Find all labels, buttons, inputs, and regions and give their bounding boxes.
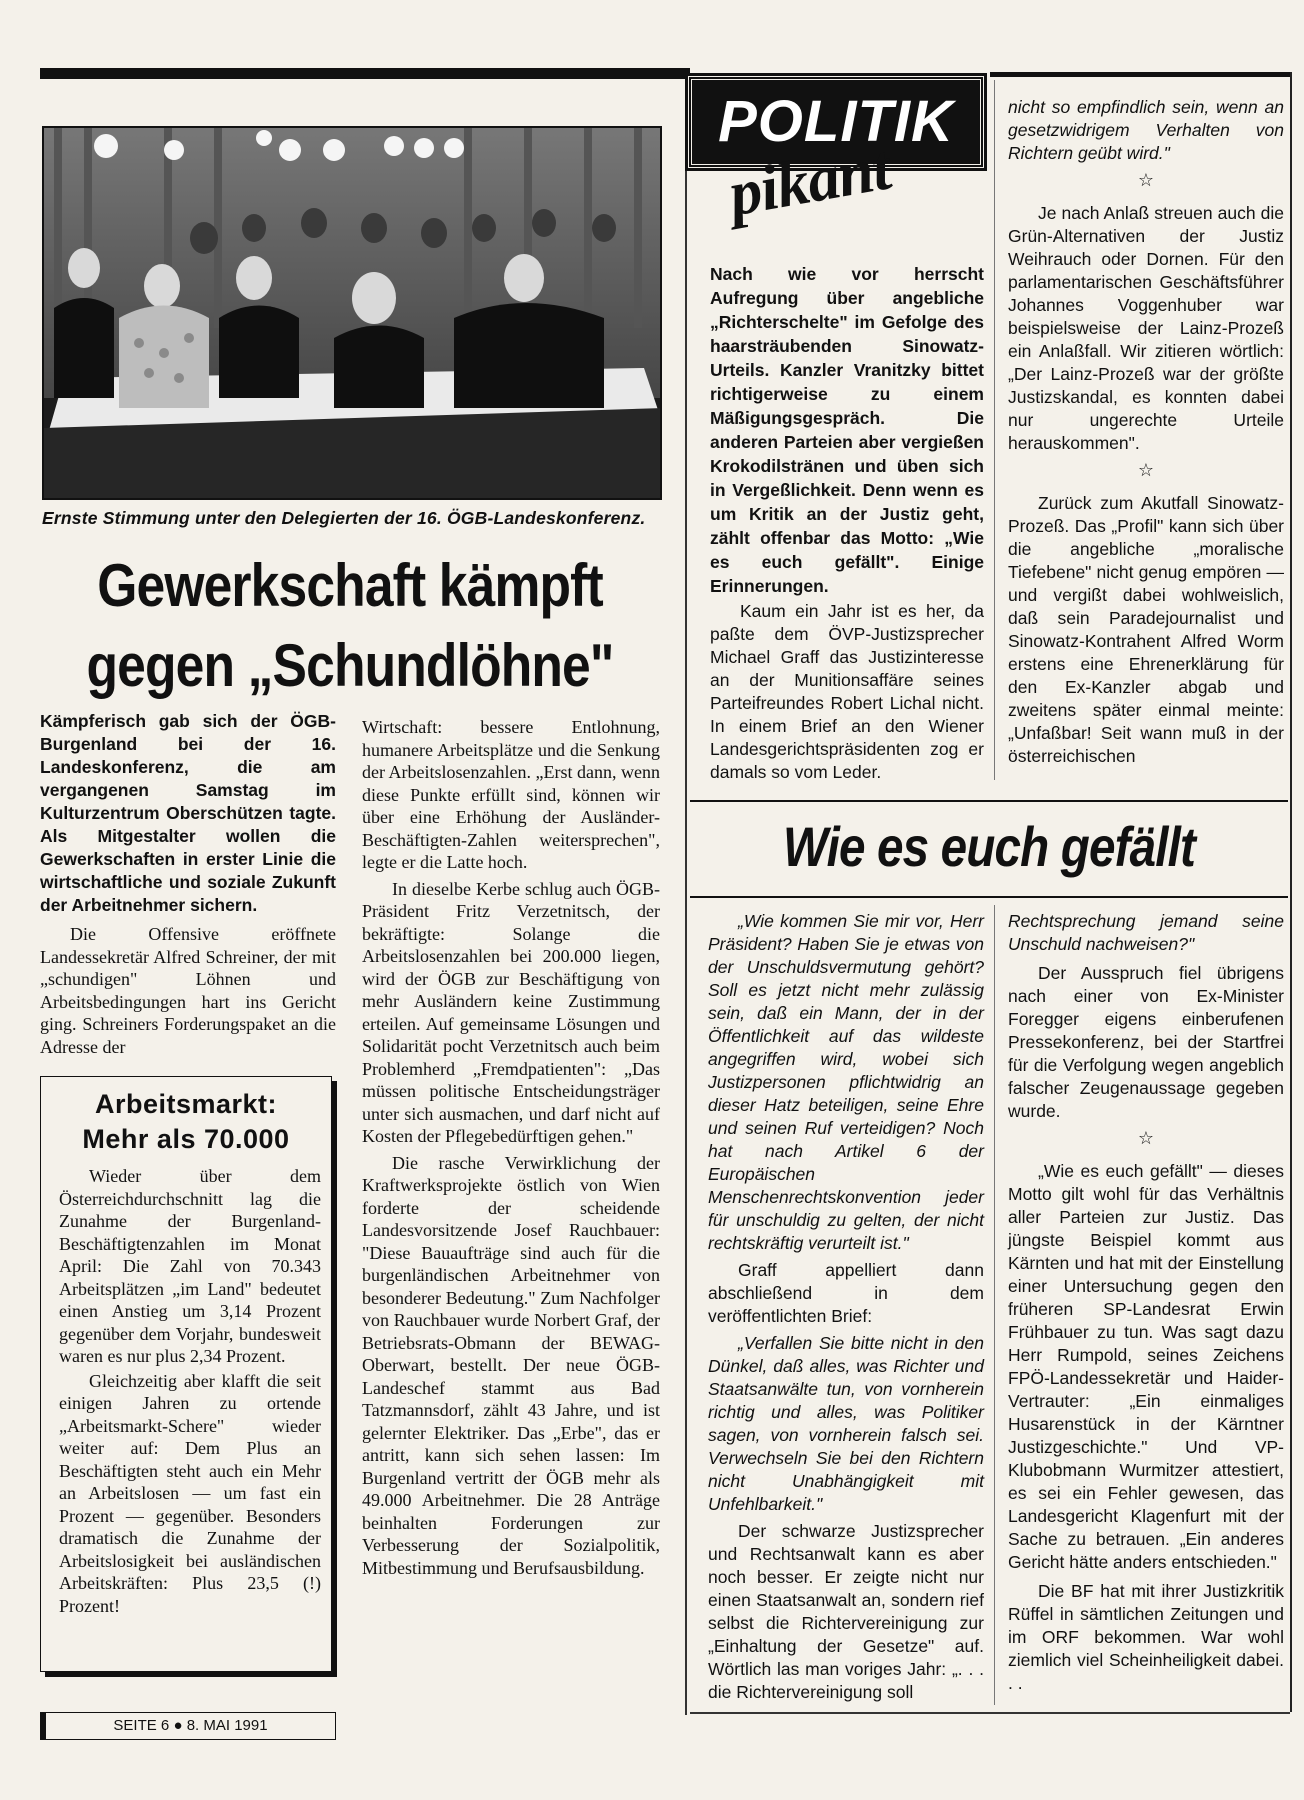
column-right-top [1008, 96, 1284, 768]
headline-line1: Gewerkschaft kämpft [97, 552, 603, 619]
column-text: Graff appelliert dann abschließend in dem veröffentlichten Brief: [708, 1260, 984, 1326]
column-text: „Wie es euch gefällt" — dieses Motto gilt wohl für das Verhältnis aller Parteien zur Justiz. Das jüngste Beispiel kommt aus Kärnten und hat mit der Einstellung einer Untersuchung gegen den früheren SP-Landesrat Erwin Frühbauer zu tun. Was sagt dazu Herr Rumpold, seines Zeichens FPÖ-Landessekretär und Haider-Vertrauter: „Ein einmaliges Husarenstück in der Kärntner Justizgeschichte." Und VP-Klubobmann Wurmitzer attestiert, es sei ein Fehler gewesen, das Landesgericht Klagenfurt mit der Sache zu betrauen. „Ein anderes Gericht hätte anders entschieden." [1008, 1161, 1284, 1572]
conference-photo-image [44, 128, 662, 500]
pikant-logo: pikant [723, 131, 895, 230]
conference-photo [42, 126, 662, 500]
column-quote: „Wie kommen Sie mir vor, Herr Präsident? Haben Sie je etwas von der Unschuldsvermutung gehört? Soll es jetzt nicht mehr zulässig sein, daß ein Mann, der in der Öffentlichkeit auf das wildeste angegriffen wird, wobei sich Justizpersonen pflichtwidrig an dieser Hatz beteiligen, seine Ehre und seinen Ruf verteidigen? Noch hat nach Artikel 6 der Europäischen Menschenrechtskonvention jeder für unschuldig zu gelten, der nicht rechtskräftig verurteilt ist." [708, 911, 984, 1253]
box-body [41, 1165, 331, 1617]
headline-rule [690, 800, 1288, 802]
box-title-line1: Arbeitsmarkt: [94, 1089, 278, 1119]
column-divider [994, 80, 995, 780]
article-lead: Kämpferisch gab sich der ÖGB-Burgenland bei der 16. Landeskonferenz, die am vergangenen Samstag im Kulturzentrum Oberschützen tagte. Als Mitgestalter wollen die Gewerkschaften in erster Linie die wirtschaftliche und soziale Zukunft der Arbeitnehmer sichern. [40, 711, 336, 915]
column-text: Der schwarze Justizsprecher und Rechtsanwalt kann es aber noch besser. Er zeigte nicht nur einen Staatsanwalt an, sondern rief selbst die Richtervereinigung zur „Einhaltung der Gesetze" auf. Wörtlich las man voriges Jahr: „. . . die Richtervereinigung soll [708, 1521, 984, 1702]
column-text: Die BF hat mit ihrer Justizkritik Rüffel in sämtlichen Zeitungen und im ORF bekommen. War wohl ziemlich viel Scheinheiligkeit dabei. . . [1008, 1581, 1284, 1693]
box-text: Gleichzeitig aber klafft die seit einigen Jahren zu ortende „Arbeitsmarkt-Schere" wieder weiter auf: Dem Plus an Beschäftigten steht auch ein Mehr an Arbeitslosen — um fast ein Prozent — gegenüber. Besonders dramatisch die Zunahme der Arbeitslosigkeit bei ausländischen Arbeitskräften: Plus 23,5 (!) Prozent! [59, 1370, 321, 1616]
headline-rule [690, 896, 1288, 898]
article-text: Wirtschaft: bessere Entlohnung, humanere Arbeitsplätze und die Senkung der Arbeitslosenzahlen. „Erst dann, wenn diese Punkte erfüllt sind, können wir über eine Erhöhung der Ausländer-Beschäftigten-Zahlen weitersprechen", legte er die Latte hoch. [362, 717, 660, 872]
box-text: Wieder über dem Österreichdurchschnitt lag die Zunahme der Burgenland-Beschäftigtenzahlen im Monat April: Die Zahl von 70.343 Arbeitsplätzen „im Land" bedeutet einen Anstieg um 3,14 Prozent gegenüber dem Vorjahr, bundesweit waren es nur plus 2,34 Prozent. [59, 1166, 321, 1366]
column-intro: Nach wie vor herrscht Aufregung über angebliche „Richterschelte" im Gefolge des haarsträubenden Sinowatz-Urteils. Kanzler Vranitzky bittet richtigerweise zu einem Mäßigungsgespräch. Die anderen Parteien aber vergießen Krokodilstränen und üben sich in Vergeßlichkeit. Denn wenn es um Kritik an der Justiz geht, zählt offenbar das Motto: „Wie es euch gefällt". Einige Erinnerungen. [710, 264, 984, 596]
top-rule-right [990, 72, 1290, 77]
article-text: Die Offensive eröffnete Landessekretär Alfred Schreiner, der mit „schundigen" Löhnen und Arbeitsbedingungen hart ins Gericht ging. Schreiners Forderungspaket an die Adresse der [40, 924, 336, 1057]
politik-logo-text: POLITIK [718, 89, 954, 154]
column-text: nicht so empfindlich sein, wenn an gesetzwidrigem Verhalten von Richtern geübt wird." [1008, 97, 1284, 163]
bullet-icon: ● [173, 1717, 183, 1734]
star-icon: ☆ [1137, 460, 1155, 480]
column-text: Kaum ein Jahr ist es her, da paßte dem ÖVP-Justizsprecher Michael Graff das Justizinteresse an der Munitionsaffäre seines Parteifreundes Robert Lichal nicht. In einem Brief an den Wiener Landesgerichtspräsidenten zog er damals so vom Leder. [710, 601, 984, 782]
star-icon: ☆ [1137, 1128, 1155, 1148]
left-article-col1 [40, 710, 336, 1058]
column-text: Je nach Anlaß streuen auch die Grün-Alternativen der Justiz Weihrauch oder Dornen. Für den parlamentarischen Geschäftsführer Johannes Voggenhuber war beispielsweise der Lainz-Prozeß ein Anlaßfall. Wir zitieren wörtlich: „Der Lainz-Prozeß war der größte Justizskandal, es konnten dabei nur ungerechte Urteile herauskommen". [1008, 203, 1284, 453]
left-article-col2 [362, 716, 660, 1579]
page-number: SEITE 6 [113, 1717, 170, 1734]
column-divider [1290, 72, 1292, 1712]
column-divider [994, 905, 995, 1705]
column-text: Zurück zum Akutfall Sinowatz-Prozeß. Das „Profil" kann sich über die angebliche „moralische Tiefebene" nicht genug empören — und vergißt dabei wohlweislich, daß sein Paradejournalist und Sinowatz-Kontrahent Alfred Worm erstens eine Ehrenerklärung für den Ex-Kanzler abgab und zweitens später einmal meinte: „Unfaßbar! Seit wann muß in der österreichischen [1008, 493, 1284, 766]
column-right-bottom [1008, 910, 1284, 1695]
column-text: Der Ausspruch fiel übrigens nach einer von Ex-Minister Foregger eigens einberufenen Pressekonferenz, bei der Startfrei für die Verfolgung wegen angeblich falscher Zeugenaussage gegeben wurde. [1008, 963, 1284, 1121]
arbeitsmarkt-box [40, 1076, 332, 1672]
column-quote: „Verfallen Sie bitte nicht in den Dünkel, daß alles, was Richter und Staatsanwälte tun, von vornherein richtig und alles, was Politiker sagen, von vornherein falsch sei. Verwechseln Sie bei den Richtern nicht Unabhängigkeit mit Unfehlbarkeit." [708, 1333, 984, 1514]
column-mid-bottom [708, 910, 984, 1704]
bottom-rule [690, 1712, 1290, 1714]
photo-caption: Ernste Stimmung unter den Delegierten der 16. ÖGB-Landeskonferenz. [42, 508, 646, 528]
section-headline: Wie es euch gefällt [783, 815, 1195, 878]
box-title [41, 1087, 331, 1157]
article-text: Die rasche Verwirklichung der Kraftwerksprojekte östlich von Wien forderte der scheidende Landesvorsitzende Josef Rauchbauer: "Diese Bauaufträge sind auch für die burgenländischen Arbeitnehmer von besonderer Bedeutung." Zum Nachfolger von Rauchbauer wurde Norbert Graf, der Betriebsrats-Obmann der BEWAG-Oberwart, bestellt. Der neue ÖGB-Landeschef stammt aus Bad Tatzmannsdorf, zählt 43 Jahre, und ist gelernter Elektriker. Das „Erbe", das er antritt, kann sich sehen lassen: Im Burgenland vertritt der ÖGB mehr als 49.000 Arbeitnehmer. Die 28 Anträge beinhalten Forderungen zur Verbesserung der Sozialpolitik, Mitbestimmung und Berufsausbildung. [362, 1152, 660, 1578]
column-mid [710, 262, 984, 784]
headline [75, 546, 625, 706]
box-title-line2: Mehr als 70.000 [82, 1124, 290, 1154]
page-footer [40, 1712, 336, 1740]
column-divider [685, 80, 687, 1715]
column-quote: Rechtsprechung jemand seine Unschuld nachweisen?" [1008, 911, 1284, 954]
headline-line2: gegen „Schundlöhne" [86, 632, 614, 699]
top-rule [40, 68, 690, 79]
article-text: In dieselbe Kerbe schlug auch ÖGB-Präsident Fritz Verzetnitsch, der bekräftigte: Solange die Arbeitslosenzahlen bei 200.000 liegen, wird der ÖGB zur Beschäftigung von mehr Ausländern keine Zustimmung erteilen. Auf gemeinsame Lösungen und Solidarität pocht Verzetnitsch auch beim Problemherd „Fremdpatienten": „Das müssen politische Entscheidungsträger unter sich ausmachen, und darf nicht auf Kosten der Pflegebedürftigen gehen." [362, 878, 660, 1146]
page-date: 8. MAI 1991 [186, 1717, 268, 1734]
star-icon: ☆ [1137, 170, 1155, 190]
